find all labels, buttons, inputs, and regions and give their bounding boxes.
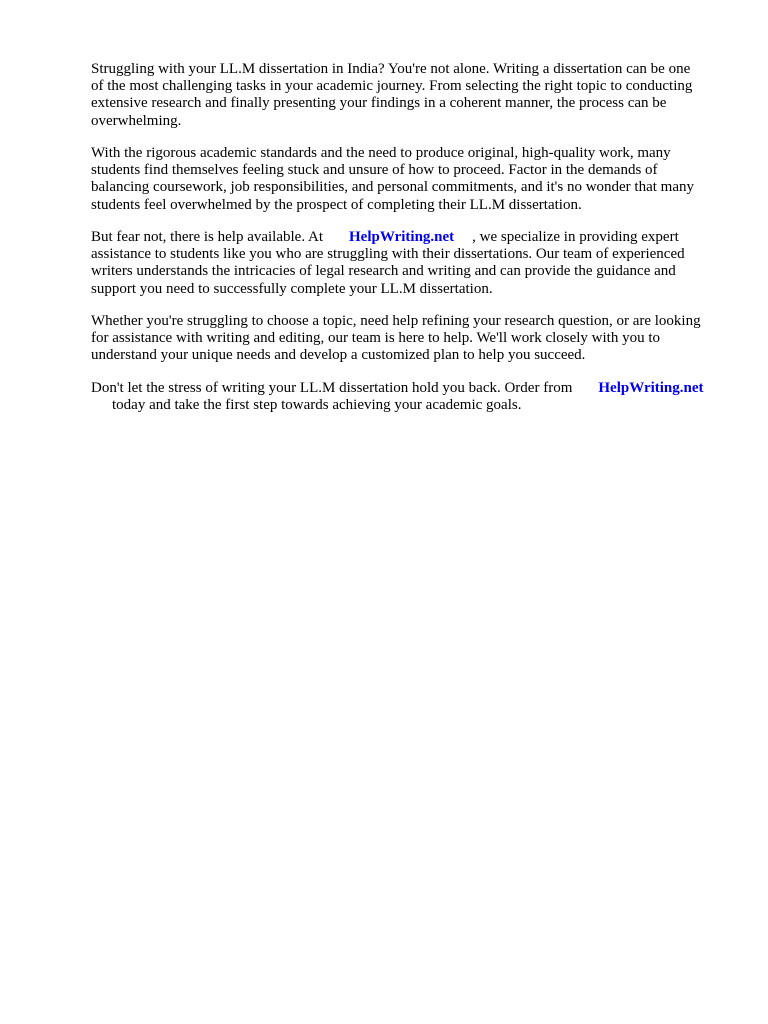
- text-segment: Don't let the stress of writing your LL.M dissertation hold you back. Order from: [91, 380, 573, 396]
- paragraph-intro: [91, 61, 731, 130]
- paragraph-call-to-action: [91, 380, 731, 414]
- text-line: [91, 229, 731, 246]
- text-line: balancing coursework, job responsibilities, and personal commitments, and it's no wonder that many: [91, 179, 694, 196]
- text-line: understand your unique needs and develop a customized plan to help you succeed.: [91, 347, 586, 364]
- text-line: of the most challenging tasks in your academic journey. From selecting the right topic to conducting: [91, 78, 693, 95]
- text-line: [91, 380, 731, 397]
- paragraph-challenges: [91, 145, 731, 214]
- text-line: assistance to students like you who are struggling with their dissertations. Our team of experienced: [91, 246, 685, 263]
- text-line: today and take the first step towards achieving your academic goals.: [112, 397, 522, 414]
- paragraph-assistance: [91, 313, 731, 365]
- text-line: overwhelming.: [91, 112, 182, 129]
- text-segment: , we specialize in providing expert: [472, 229, 679, 245]
- paragraph-help-available: [91, 229, 731, 298]
- text-line: students find themselves feeling stuck and unsure of how to proceed. Factor in the demands of: [91, 162, 658, 179]
- text-line: students feel overwhelmed by the prospect of completing their LL.M dissertation.: [91, 196, 582, 213]
- helpwriting-link[interactable]: HelpWriting.net: [598, 380, 704, 396]
- text-line: Struggling with your LL.M dissertation in India? You're not alone. Writing a dissertation can be one: [91, 61, 691, 77]
- text-line: With the rigorous academic standards and the need to produce original, high-quality work, many: [91, 145, 671, 161]
- text-line: Whether you're struggling to choose a topic, need help refining your research question, or are looking: [91, 313, 701, 329]
- text-line: extensive research and finally presenting your findings in a coherent manner, the process can be: [91, 95, 667, 112]
- helpwriting-link[interactable]: HelpWriting.net: [349, 229, 455, 245]
- text-line: writers understands the intricacies of legal research and writing and can provide the guidance and: [91, 263, 676, 280]
- text-line: support you need to successfully complete your LL.M dissertation.: [91, 280, 493, 297]
- text-segment: But fear not, there is help available. At: [91, 229, 324, 245]
- text-line: for assistance with writing and editing, our team is here to help. We'll work closely with you to: [91, 330, 661, 347]
